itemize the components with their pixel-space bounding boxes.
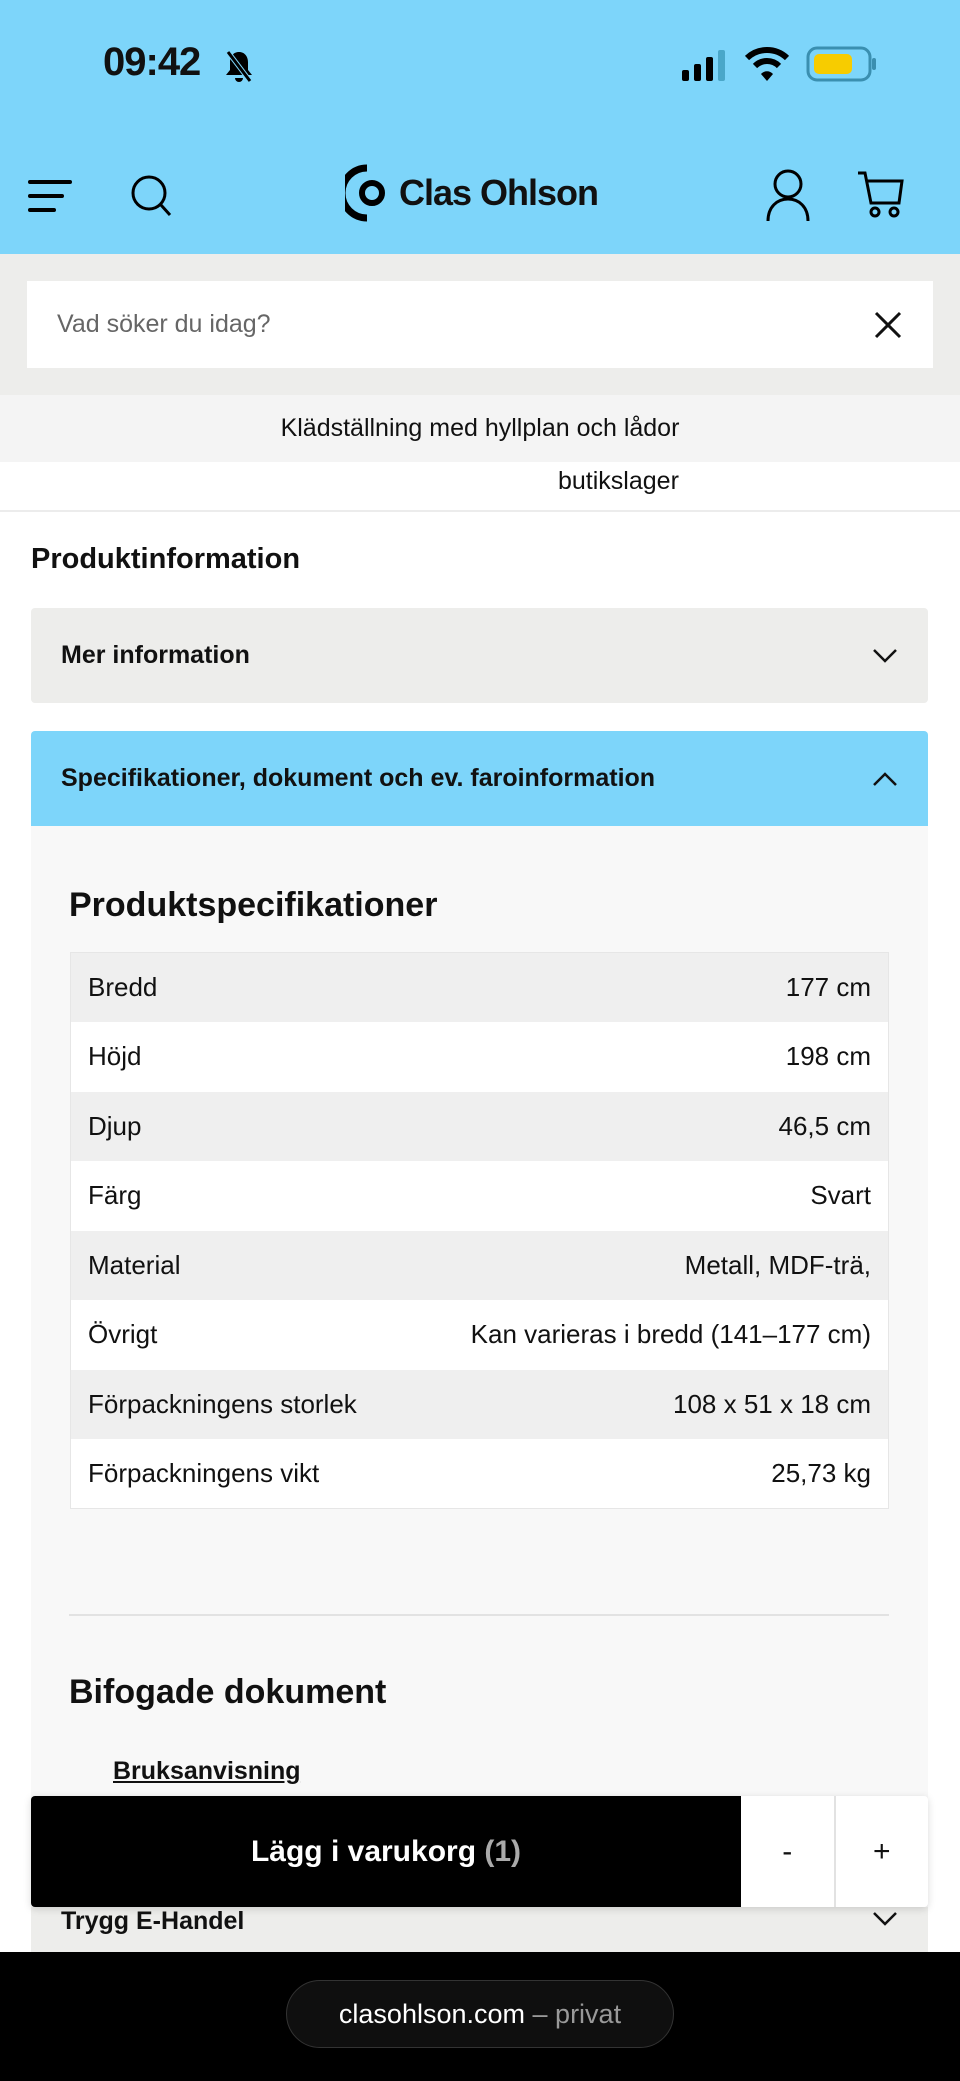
- account-icon[interactable]: [766, 168, 810, 222]
- logo-mark-icon: [345, 164, 389, 222]
- spec-row: [71, 1022, 889, 1092]
- spec-row: [71, 953, 889, 1023]
- add-to-cart-bar: [31, 1796, 928, 1907]
- spec-row: [71, 1370, 889, 1440]
- increase-quantity-button[interactable]: +: [836, 1796, 929, 1907]
- chevron-down-icon: [872, 1911, 898, 1927]
- wifi-icon: [744, 44, 790, 84]
- app-header: [0, 0, 960, 254]
- cart-icon[interactable]: [856, 170, 904, 220]
- signal-icon: [680, 48, 730, 82]
- spec-value: Svart: [810, 1180, 871, 1211]
- specs-table: [70, 952, 889, 1509]
- spec-label: Material: [88, 1249, 181, 1280]
- logo-text: Clas Ohlson: [399, 172, 599, 213]
- spec-value: 108 x 51 x 18 cm: [673, 1388, 871, 1419]
- spec-label: Förpackningens vikt: [88, 1458, 320, 1488]
- accordion-mer-information[interactable]: [31, 608, 928, 703]
- browsing-mode: – privat: [532, 1998, 622, 2029]
- product-title-bar: Klädställning med hyllplan och lådor: [0, 395, 960, 462]
- menu-icon[interactable]: [28, 178, 72, 214]
- spec-label: Förpackningens storlek: [88, 1388, 357, 1419]
- spec-label: Färg: [88, 1180, 142, 1211]
- section-title: Produktinformation: [31, 543, 301, 575]
- domain: clasohlson.com: [338, 1998, 526, 2029]
- spec-row: [71, 1231, 889, 1301]
- accordion-trygg-e-handel[interactable]: [31, 1907, 928, 1952]
- clas-ohlson-logo[interactable]: [345, 164, 598, 222]
- spec-row: [71, 1300, 889, 1370]
- spec-value: Metall, MDF-trä,: [684, 1249, 871, 1280]
- search-icon[interactable]: [130, 174, 174, 218]
- accordion-label: Mer information: [61, 641, 250, 669]
- document-link-bruksanvisning[interactable]: Bruksanvisning: [113, 1757, 301, 1785]
- accordion-label: Trygg E-Handel: [61, 1907, 245, 1935]
- accordion-specifikationer[interactable]: [31, 731, 928, 826]
- spec-label: Övrigt: [88, 1319, 158, 1350]
- spec-row: [71, 1439, 889, 1509]
- address-bar[interactable]: [286, 1980, 674, 2048]
- silent-bell-icon: [222, 48, 256, 84]
- add-to-cart-label: Lägg i varukorg: [250, 1834, 477, 1868]
- specs-title: Produktspecifikationer: [69, 886, 438, 924]
- accordion-label: Specifikationer, dokument och ev. faroinformation: [61, 764, 656, 792]
- decrease-quantity-button[interactable]: -: [741, 1796, 836, 1907]
- spec-row: [71, 1161, 889, 1231]
- divider: [69, 1614, 889, 1616]
- chevron-up-icon: [872, 771, 898, 787]
- battery-icon: [806, 46, 878, 82]
- close-icon[interactable]: [873, 310, 903, 340]
- search-placeholder: Vad söker du idag?: [57, 310, 271, 338]
- spec-value: Kan varieras i bredd (141–177 cm): [470, 1319, 871, 1350]
- browser-bottom-bar: [0, 1952, 960, 2081]
- spec-row: [71, 1092, 889, 1162]
- search-input[interactable]: [27, 281, 933, 368]
- spec-value: 46,5 cm: [778, 1110, 871, 1141]
- spec-value: 198 cm: [785, 1041, 871, 1072]
- documents-title: Bifogade dokument: [69, 1673, 387, 1711]
- spec-value: 177 cm: [785, 972, 871, 1002]
- add-to-cart-button[interactable]: [31, 1796, 741, 1907]
- spec-value: 25,73 kg: [771, 1458, 871, 1488]
- spec-label: Bredd: [88, 972, 158, 1002]
- divider: [0, 510, 960, 512]
- chevron-down-icon: [872, 648, 898, 664]
- spec-label: Djup: [88, 1110, 142, 1141]
- spec-label: Höjd: [88, 1041, 142, 1072]
- partial-stock-text: butikslager: [558, 467, 679, 495]
- status-time: 09:42: [103, 40, 201, 84]
- cart-count: (1): [484, 1834, 522, 1868]
